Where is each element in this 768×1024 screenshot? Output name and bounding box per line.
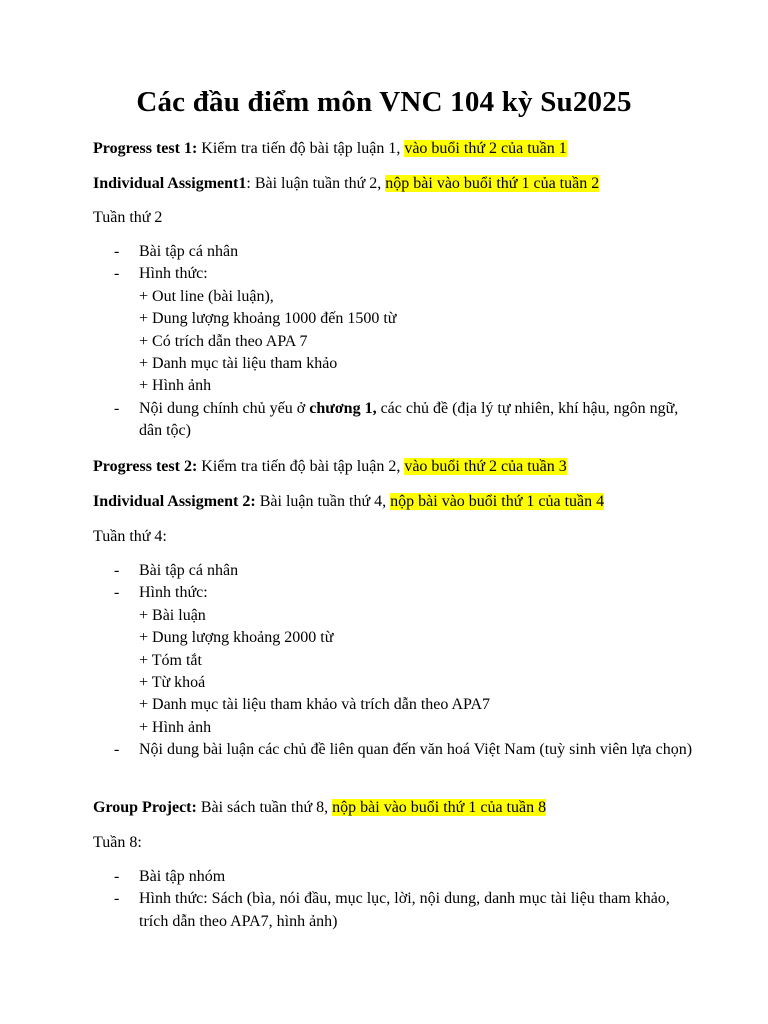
individual-assignment-2-highlight: nộp bài vào buổi thứ 1 của tuần 4 [390, 493, 605, 510]
week-8-heading: Tuần 8: [93, 834, 142, 851]
sub-item: + Từ khoá [139, 674, 206, 692]
group-project-label: Group Project: [93, 799, 197, 816]
list-item [93, 560, 693, 582]
list-item-text: Nội dung chính chủ yếu ở [139, 399, 310, 417]
individual-assignment-1 [93, 173, 599, 195]
list-dash: - [114, 265, 120, 283]
list-item [93, 582, 693, 739]
list-item [93, 398, 693, 443]
list-dash: - [114, 868, 120, 885]
progress-test-2-label: Progress test 2: [93, 458, 198, 475]
list-dash: - [114, 584, 120, 602]
sub-item: + Hình ảnh [139, 718, 212, 736]
list-item-text: Bài tập nhóm [139, 868, 226, 885]
list-dash: - [114, 562, 120, 579]
sub-item: + Tóm tắt [139, 651, 202, 669]
week-8-list [93, 866, 693, 933]
list-item [93, 739, 693, 761]
list-dash: - [114, 243, 120, 260]
week-4-list [93, 560, 693, 762]
list-item [93, 888, 693, 933]
list-dash: - [114, 399, 120, 417]
list-item [93, 263, 693, 397]
individual-assignment-1-highlight: nộp bài vào buổi thứ 1 của tuần 2 [385, 175, 600, 192]
list-item-bold: chương 1, [309, 399, 377, 417]
progress-test-1-text: Kiểm tra tiến độ bài tập luận 1, [197, 140, 405, 157]
sub-item: + Hình ảnh [139, 377, 212, 395]
individual-assignment-1-label: Individual Assigment1 [93, 175, 247, 192]
list-item [93, 866, 693, 888]
list-dash: - [114, 741, 120, 759]
list-item [93, 241, 693, 263]
progress-test-2-text: Kiểm tra tiến độ bài tập luận 2, [197, 458, 405, 475]
individual-assignment-1-text: : Bài luận tuần thứ 2, [246, 175, 386, 192]
sub-item: + Bài luận [139, 606, 206, 624]
list-item-text: Bài tập cá nhân [139, 562, 239, 579]
progress-test-2 [93, 456, 567, 478]
list-item-text: các chủ đề (địa lý tự nhiên, khí hậu, ngôn ngữ, dân tộc) [139, 399, 679, 440]
individual-assignment-2-text: Bài luận tuần thứ 4, [255, 493, 391, 510]
list-item-text: Nội dung bài luận các chủ đề liên quan đến văn hoá Việt Nam (tuỳ sinh viên lựa chọn) [139, 741, 693, 759]
list-item-text: Hình thức: Sách (bìa, nói đầu, mục lục, lời, nội dung, danh mục tài liệu tham khảo, trích dẫn theo APA7, hình ảnh) [139, 890, 670, 930]
group-project-text: Bài sách tuần thứ 8, [196, 799, 333, 816]
group-project [93, 797, 546, 819]
individual-assignment-2 [93, 491, 604, 513]
sub-item: + Danh mục tài liệu tham khảo và trích dẫn theo APA7 [139, 696, 491, 714]
document-title: Các đầu điểm môn VNC 104 kỳ Su2025 [136, 86, 632, 118]
list-item-text: Bài tập cá nhân [139, 243, 239, 260]
sub-item: + Danh mục tài liệu tham khảo [139, 355, 338, 373]
sub-item: + Dung lượng khoảng 2000 từ [139, 629, 334, 647]
individual-assignment-2-label: Individual Assigment 2: [93, 493, 256, 510]
list-item-text: Hình thức: [139, 584, 208, 602]
progress-test-2-highlight: vào buổi thứ 2 của tuần 3 [404, 458, 567, 475]
progress-test-1 [93, 138, 567, 160]
group-project-highlight: nộp bài vào buổi thứ 1 của tuần 8 [332, 799, 547, 816]
list-dash: - [114, 890, 120, 908]
progress-test-1-highlight: vào buổi thứ 2 của tuần 1 [404, 140, 567, 157]
week-2-heading: Tuần thứ 2 [93, 209, 163, 226]
list-item-text: Hình thức: [139, 265, 208, 283]
week-4-heading: Tuần thứ 4: [93, 528, 167, 545]
sub-item: + Có trích dẫn theo APA 7 [139, 332, 308, 350]
sub-item: + Dung lượng khoảng 1000 đến 1500 từ [139, 310, 397, 328]
progress-test-1-label: Progress test 1: [93, 140, 198, 157]
week-2-list [93, 241, 693, 443]
sub-item: + Out line (bài luận), [139, 287, 274, 305]
